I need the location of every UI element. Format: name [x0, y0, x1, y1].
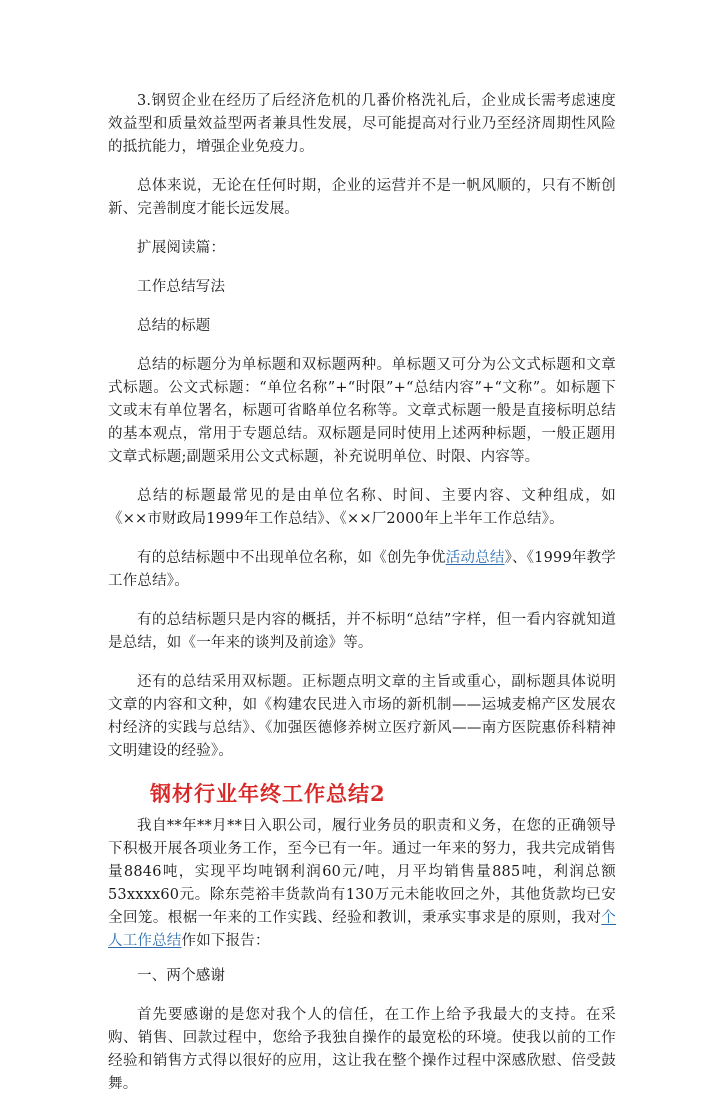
paragraph-first-thanks: 首先要感谢的是您对我个人的信任，在工作上给予我最大的支持。在采购、销售、回款过程中，您给予我独自操作的最宽松的环境。使我以前的工作经验和销售方式得以很好的应用，这让我在整个操作过程中深感欣慰、倍受鼓舞。: [108, 1007, 616, 1092]
paragraph-title-content-only: 有的总结标题只是内容的概括，并不标明“总结”字样，但一看内容就知道是总结，如《一年来的谈判及前途》等。: [108, 612, 616, 651]
text-segment: 》、《1999年教学工作总结》。: [108, 550, 616, 589]
paragraph-extended-reading: 扩展阅读篇：: [137, 240, 226, 256]
paragraph-double-title: 还有的总结采用双标题。正标题点明文章的主旨或重心，副标题具体说明文章的内容和文种，如《构建农民进入市场的新机制——运城麦棉产区发展农村经济的实践与总结》、《加强医德修养树立医疗新风——南方医院惠侨科精神文明建设的经验》。: [108, 674, 616, 759]
document-page: [108, 90, 616, 1112]
text-segment: 作如下报告：: [181, 933, 270, 949]
paragraph-title-common-form: 总结的标题最常见的是由单位名称、时间、主要内容、文种组成，如《××市财政局1999年工作总结》、《××厂2000年上半年工作总结》。: [108, 488, 616, 527]
paragraph-intro-report: [108, 815, 616, 953]
text-segment: 有的总结标题中不出现单位名称，如《创先争优: [137, 550, 446, 566]
paragraph-two-thanks-heading: 一、两个感谢: [137, 968, 226, 984]
link-activity-summary[interactable]: 活动总结: [445, 550, 505, 566]
text-segment: 我自**年**月**日入职公司，履行业务员的职责和义务，在您的正确领导下积极开展各项业务工作，至今已有一年。通过一年来的努力，我共完成销售量8846吨，实现平均吨钢利润60元/吨，月平均销售量885吨，利润总额53xxxx60元。除东莞裕丰货款尚有130万元未能收回之外，其他货款均已安全回笼。根椐一年来的工作实践、经验和教训，秉承实事求是的原则，我对: [108, 818, 616, 926]
paragraph-writing-method-heading: 工作总结写法: [137, 279, 226, 295]
paragraph-title-types: 总结的标题分为单标题和双标题两种。单标题又可分为公文式标题和文章式标题。公文式标题：“单位名称”+“时限”+“总结内容”+“文称”。如标题下文或末有单位署名，标题可省略单位名称等。文章式标题一般是直接标明总结的基本观点，常用于专题总结。双标题是同时使用上述两种标题，一般正题用文章式标题;副题采用公文式标题，补充说明单位、时限、内容等。: [108, 357, 616, 465]
paragraph-steel-trade-point-3: 3.钢贸企业在经历了后经济危机的几番价格洗礼后，企业成长需考虑速度效益型和质量效益型两者兼具性发展，尽可能提高对行业乃至经济周期性风险的抵抗能力，增强企业免疫力。: [108, 93, 616, 155]
link-personal-work-summary[interactable]: 个人工作总结: [108, 910, 616, 949]
paragraph-title-no-unit: [108, 547, 616, 593]
paragraph-summary: 总体来说，无论在任何时期，企业的运营并不是一帆风顺的，只有不断创新、完善制度才能长远发展。: [108, 178, 616, 217]
section-title: 钢材行业年终工作总结2: [150, 781, 386, 806]
paragraph-title-heading: 总结的标题: [137, 318, 211, 334]
